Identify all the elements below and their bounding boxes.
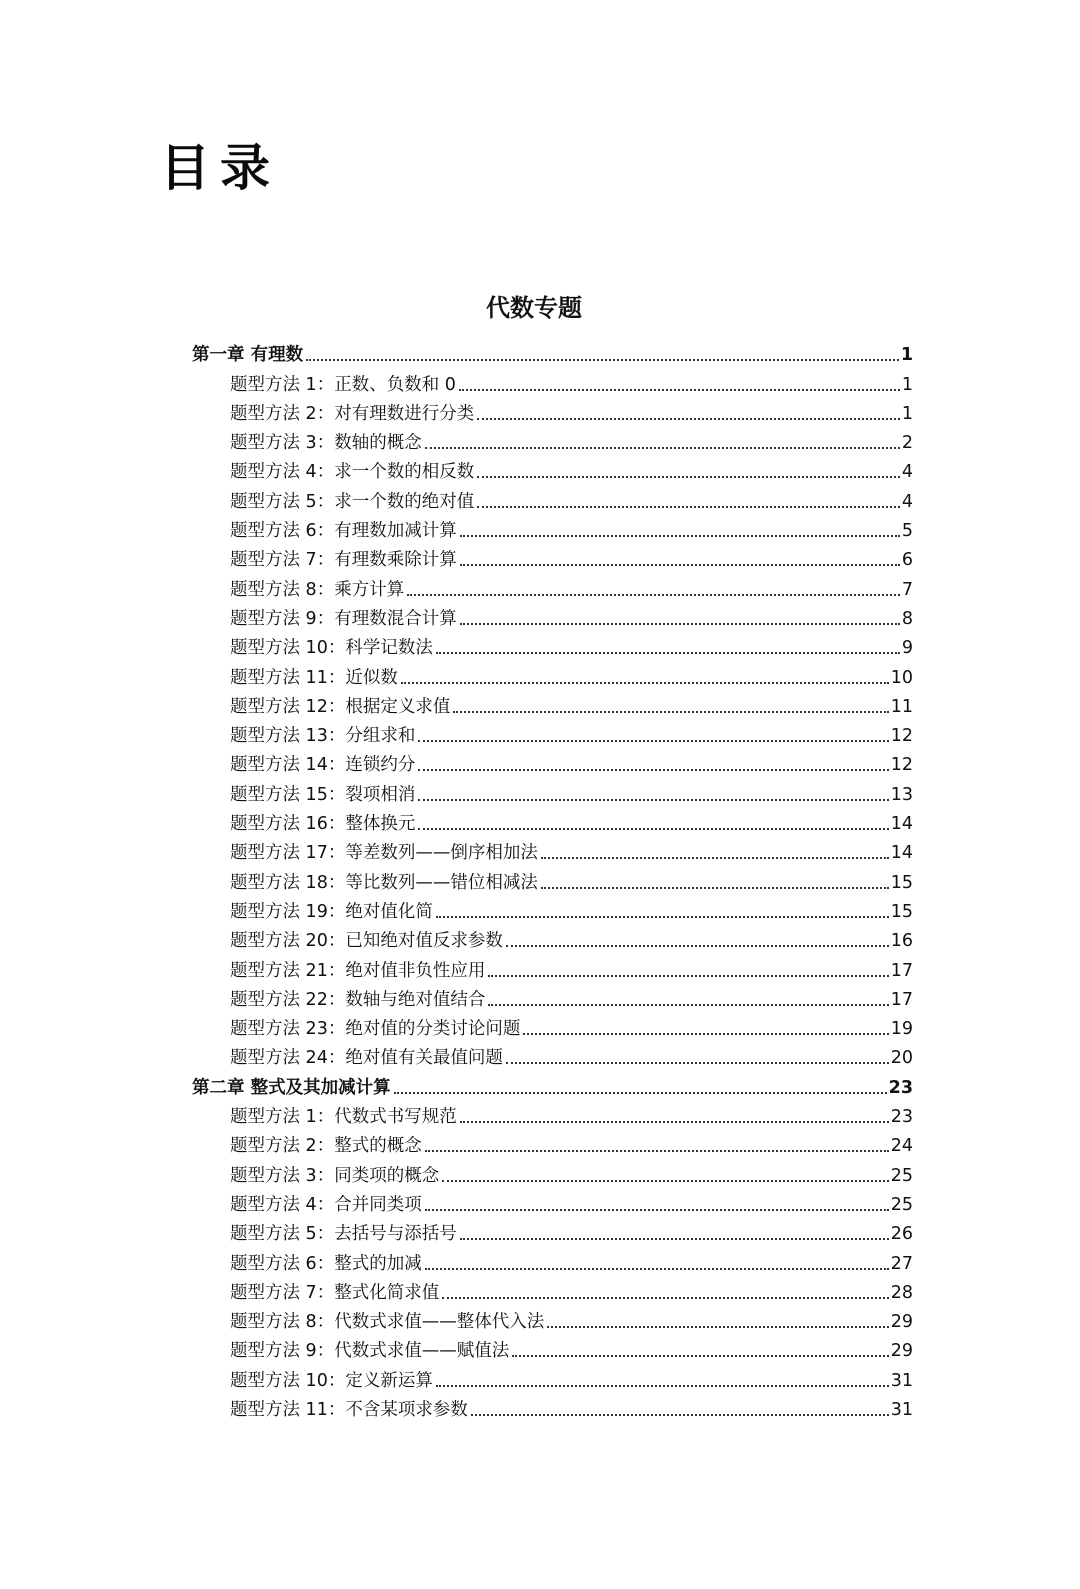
method-title: 题型方法 6：整式的加减 (230, 1253, 422, 1274)
dot-leader (477, 505, 900, 508)
method-title: 题型方法 18：等比数列——错位相减法 (230, 872, 538, 893)
toc-method-entry[interactable] (192, 951, 913, 980)
method-title: 题型方法 21：绝对值非负性应用 (230, 960, 486, 981)
page-number: 2 (901, 433, 913, 454)
dot-leader (506, 1061, 889, 1064)
method-title: 题型方法 10：定义新运算 (230, 1370, 433, 1391)
page-number: 20 (890, 1048, 913, 1069)
dot-leader (436, 1384, 889, 1387)
toc-method-entry[interactable] (192, 424, 913, 453)
toc-method-entry[interactable] (192, 922, 913, 951)
dot-leader (541, 856, 889, 859)
page-number: 25 (890, 1165, 913, 1186)
toc-method-entry[interactable] (192, 1156, 913, 1185)
method-title: 题型方法 23：绝对值的分类讨论问题 (230, 1019, 521, 1040)
method-title: 题型方法 4：合并同类项 (230, 1194, 422, 1215)
method-title: 题型方法 5：去括号与添括号 (230, 1224, 457, 1245)
method-title: 题型方法 7：整式化简求值 (230, 1282, 440, 1303)
page-number: 1 (901, 374, 913, 395)
page-number: 8 (901, 608, 913, 629)
page-number: 12 (890, 755, 913, 776)
page-number: 29 (890, 1341, 913, 1362)
method-title: 题型方法 20：已知绝对值反求参数 (230, 931, 503, 952)
toc-method-entry[interactable] (192, 1274, 913, 1303)
page-number: 4 (901, 462, 913, 483)
dot-leader (425, 1208, 889, 1211)
dot-leader (453, 710, 888, 713)
toc-method-entry[interactable] (192, 1186, 913, 1215)
method-title: 题型方法 19：绝对值化简 (230, 901, 433, 922)
dot-leader (471, 1413, 889, 1416)
toc-method-entry[interactable] (192, 1215, 913, 1244)
page-number: 31 (890, 1399, 913, 1420)
section-title: 代数专题 (486, 294, 582, 322)
toc-method-entry[interactable] (192, 834, 913, 863)
page-number: 17 (890, 989, 913, 1010)
method-title: 题型方法 9：代数式求值——赋值法 (230, 1341, 510, 1362)
dot-leader (541, 886, 889, 889)
toc-method-entry[interactable] (192, 775, 913, 804)
toc-method-entry[interactable] (192, 1361, 913, 1390)
toc-method-entry[interactable] (192, 629, 913, 658)
dot-leader (394, 1091, 887, 1094)
method-title: 题型方法 8：代数式求值——整体代入法 (230, 1312, 545, 1333)
page-number: 25 (890, 1194, 913, 1215)
method-title: 题型方法 15：裂项相消 (230, 784, 416, 805)
page-number: 5 (901, 521, 913, 542)
dot-leader (460, 1237, 889, 1240)
page-number: 13 (890, 784, 913, 805)
method-title: 题型方法 9：有理数混合计算 (230, 608, 457, 629)
method-title: 题型方法 1：代数式书写规范 (230, 1107, 457, 1128)
toc-method-entry[interactable] (192, 863, 913, 892)
page-number: 29 (890, 1312, 913, 1333)
method-title: 题型方法 5：求一个数的绝对值 (230, 491, 475, 512)
page-number: 31 (890, 1370, 913, 1391)
method-title: 题型方法 2：整式的概念 (230, 1136, 422, 1157)
dot-leader (460, 563, 900, 566)
toc-method-entry[interactable] (192, 1244, 913, 1273)
method-title: 题型方法 22：数轴与绝对值结合 (230, 989, 486, 1010)
method-title: 题型方法 11：近似数 (230, 667, 398, 688)
page-title: 目录 (160, 139, 280, 197)
dot-leader (436, 915, 889, 918)
dot-leader (460, 1120, 889, 1123)
method-title: 题型方法 1：正数、负数和 0 (230, 374, 456, 395)
toc-method-entry[interactable] (192, 893, 913, 922)
toc-method-entry[interactable] (192, 365, 913, 394)
dot-leader (306, 358, 899, 361)
toc-method-entry[interactable] (192, 717, 913, 746)
method-title: 题型方法 13：分组求和 (230, 726, 416, 747)
dot-leader (442, 1179, 889, 1182)
dot-leader (442, 1296, 889, 1299)
page-number: 1 (901, 403, 913, 424)
dot-leader (459, 388, 900, 391)
dot-leader (418, 827, 888, 830)
toc-method-entry[interactable] (192, 482, 913, 511)
toc-method-entry[interactable] (192, 1303, 913, 1332)
method-title: 题型方法 6：有理数加减计算 (230, 521, 457, 542)
dot-leader (418, 739, 888, 742)
dot-leader (477, 417, 900, 420)
toc-method-entry[interactable] (192, 512, 913, 541)
page-number: 11 (890, 696, 913, 717)
method-title: 题型方法 17：等差数列——倒序相加法 (230, 843, 538, 864)
dot-leader (488, 974, 888, 977)
method-title: 题型方法 2：对有理数进行分类 (230, 403, 475, 424)
dot-leader (401, 681, 889, 684)
page-number: 14 (890, 814, 913, 835)
method-title: 题型方法 3：数轴的概念 (230, 433, 422, 454)
toc-method-entry[interactable] (192, 746, 913, 775)
toc-method-entry[interactable] (192, 981, 913, 1010)
table-of-contents (192, 336, 913, 1420)
method-title: 题型方法 14：连锁约分 (230, 755, 416, 776)
toc-method-entry[interactable] (192, 1391, 913, 1420)
dot-leader (418, 798, 888, 801)
page-number: 14 (890, 843, 913, 864)
method-title: 题型方法 8：乘方计算 (230, 579, 405, 600)
dot-leader (425, 446, 900, 449)
chapter-title: 第二章 整式及其加减计算 (192, 1077, 391, 1098)
dot-leader (460, 534, 900, 537)
method-title: 题型方法 10：科学记数法 (230, 638, 433, 659)
toc-method-entry[interactable] (192, 688, 913, 717)
page-number: 23 (890, 1107, 913, 1128)
toc-method-entry[interactable] (192, 600, 913, 629)
toc-method-entry[interactable] (192, 1127, 913, 1156)
dot-leader (506, 944, 889, 947)
page-number: 24 (890, 1136, 913, 1157)
dot-leader (477, 475, 900, 478)
toc-method-entry[interactable] (192, 541, 913, 570)
toc-method-entry[interactable] (192, 1098, 913, 1127)
page-number: 15 (890, 901, 913, 922)
page-number: 9 (901, 638, 913, 659)
page-number: 27 (890, 1253, 913, 1274)
page-number: 7 (901, 579, 913, 600)
page-number: 28 (890, 1282, 913, 1303)
toc-method-entry[interactable] (192, 1039, 913, 1068)
toc-chapter-entry[interactable] (192, 336, 913, 365)
toc-method-entry[interactable] (192, 453, 913, 482)
toc-chapter-entry[interactable] (192, 1068, 913, 1097)
page-number: 10 (890, 667, 913, 688)
toc-method-entry[interactable] (192, 658, 913, 687)
page-number: 23 (888, 1077, 913, 1098)
method-title: 题型方法 12：根据定义求值 (230, 696, 451, 717)
dot-leader (547, 1325, 889, 1328)
dot-leader (425, 1267, 889, 1270)
dot-leader (436, 651, 900, 654)
toc-method-entry[interactable] (192, 1010, 913, 1039)
method-title: 题型方法 11：不含某项求参数 (230, 1399, 468, 1420)
chapter-title: 第一章 有理数 (192, 345, 304, 366)
dot-leader (512, 1354, 889, 1357)
page-number: 26 (890, 1224, 913, 1245)
dot-leader (488, 1003, 888, 1006)
method-title: 题型方法 16：整体换元 (230, 814, 416, 835)
dot-leader (418, 768, 888, 771)
toc-method-entry[interactable] (192, 805, 913, 834)
dot-leader (460, 622, 900, 625)
page-number: 15 (890, 872, 913, 893)
page-number: 19 (890, 1019, 913, 1040)
toc-method-entry[interactable] (192, 570, 913, 599)
page-number: 16 (890, 931, 913, 952)
toc-method-entry[interactable] (192, 1332, 913, 1361)
page-number: 4 (901, 491, 913, 512)
toc-method-entry[interactable] (192, 395, 913, 424)
page-number: 17 (890, 960, 913, 981)
method-title: 题型方法 24：绝对值有关最值问题 (230, 1048, 503, 1069)
dot-leader (425, 1149, 889, 1152)
dot-leader (407, 593, 900, 596)
page-number: 12 (890, 726, 913, 747)
method-title: 题型方法 4：求一个数的相反数 (230, 462, 475, 483)
page-number: 6 (901, 550, 913, 571)
method-title: 题型方法 7：有理数乘除计算 (230, 550, 457, 571)
method-title: 题型方法 3：同类项的概念 (230, 1165, 440, 1186)
page-number: 1 (900, 345, 913, 366)
dot-leader (523, 1032, 888, 1035)
